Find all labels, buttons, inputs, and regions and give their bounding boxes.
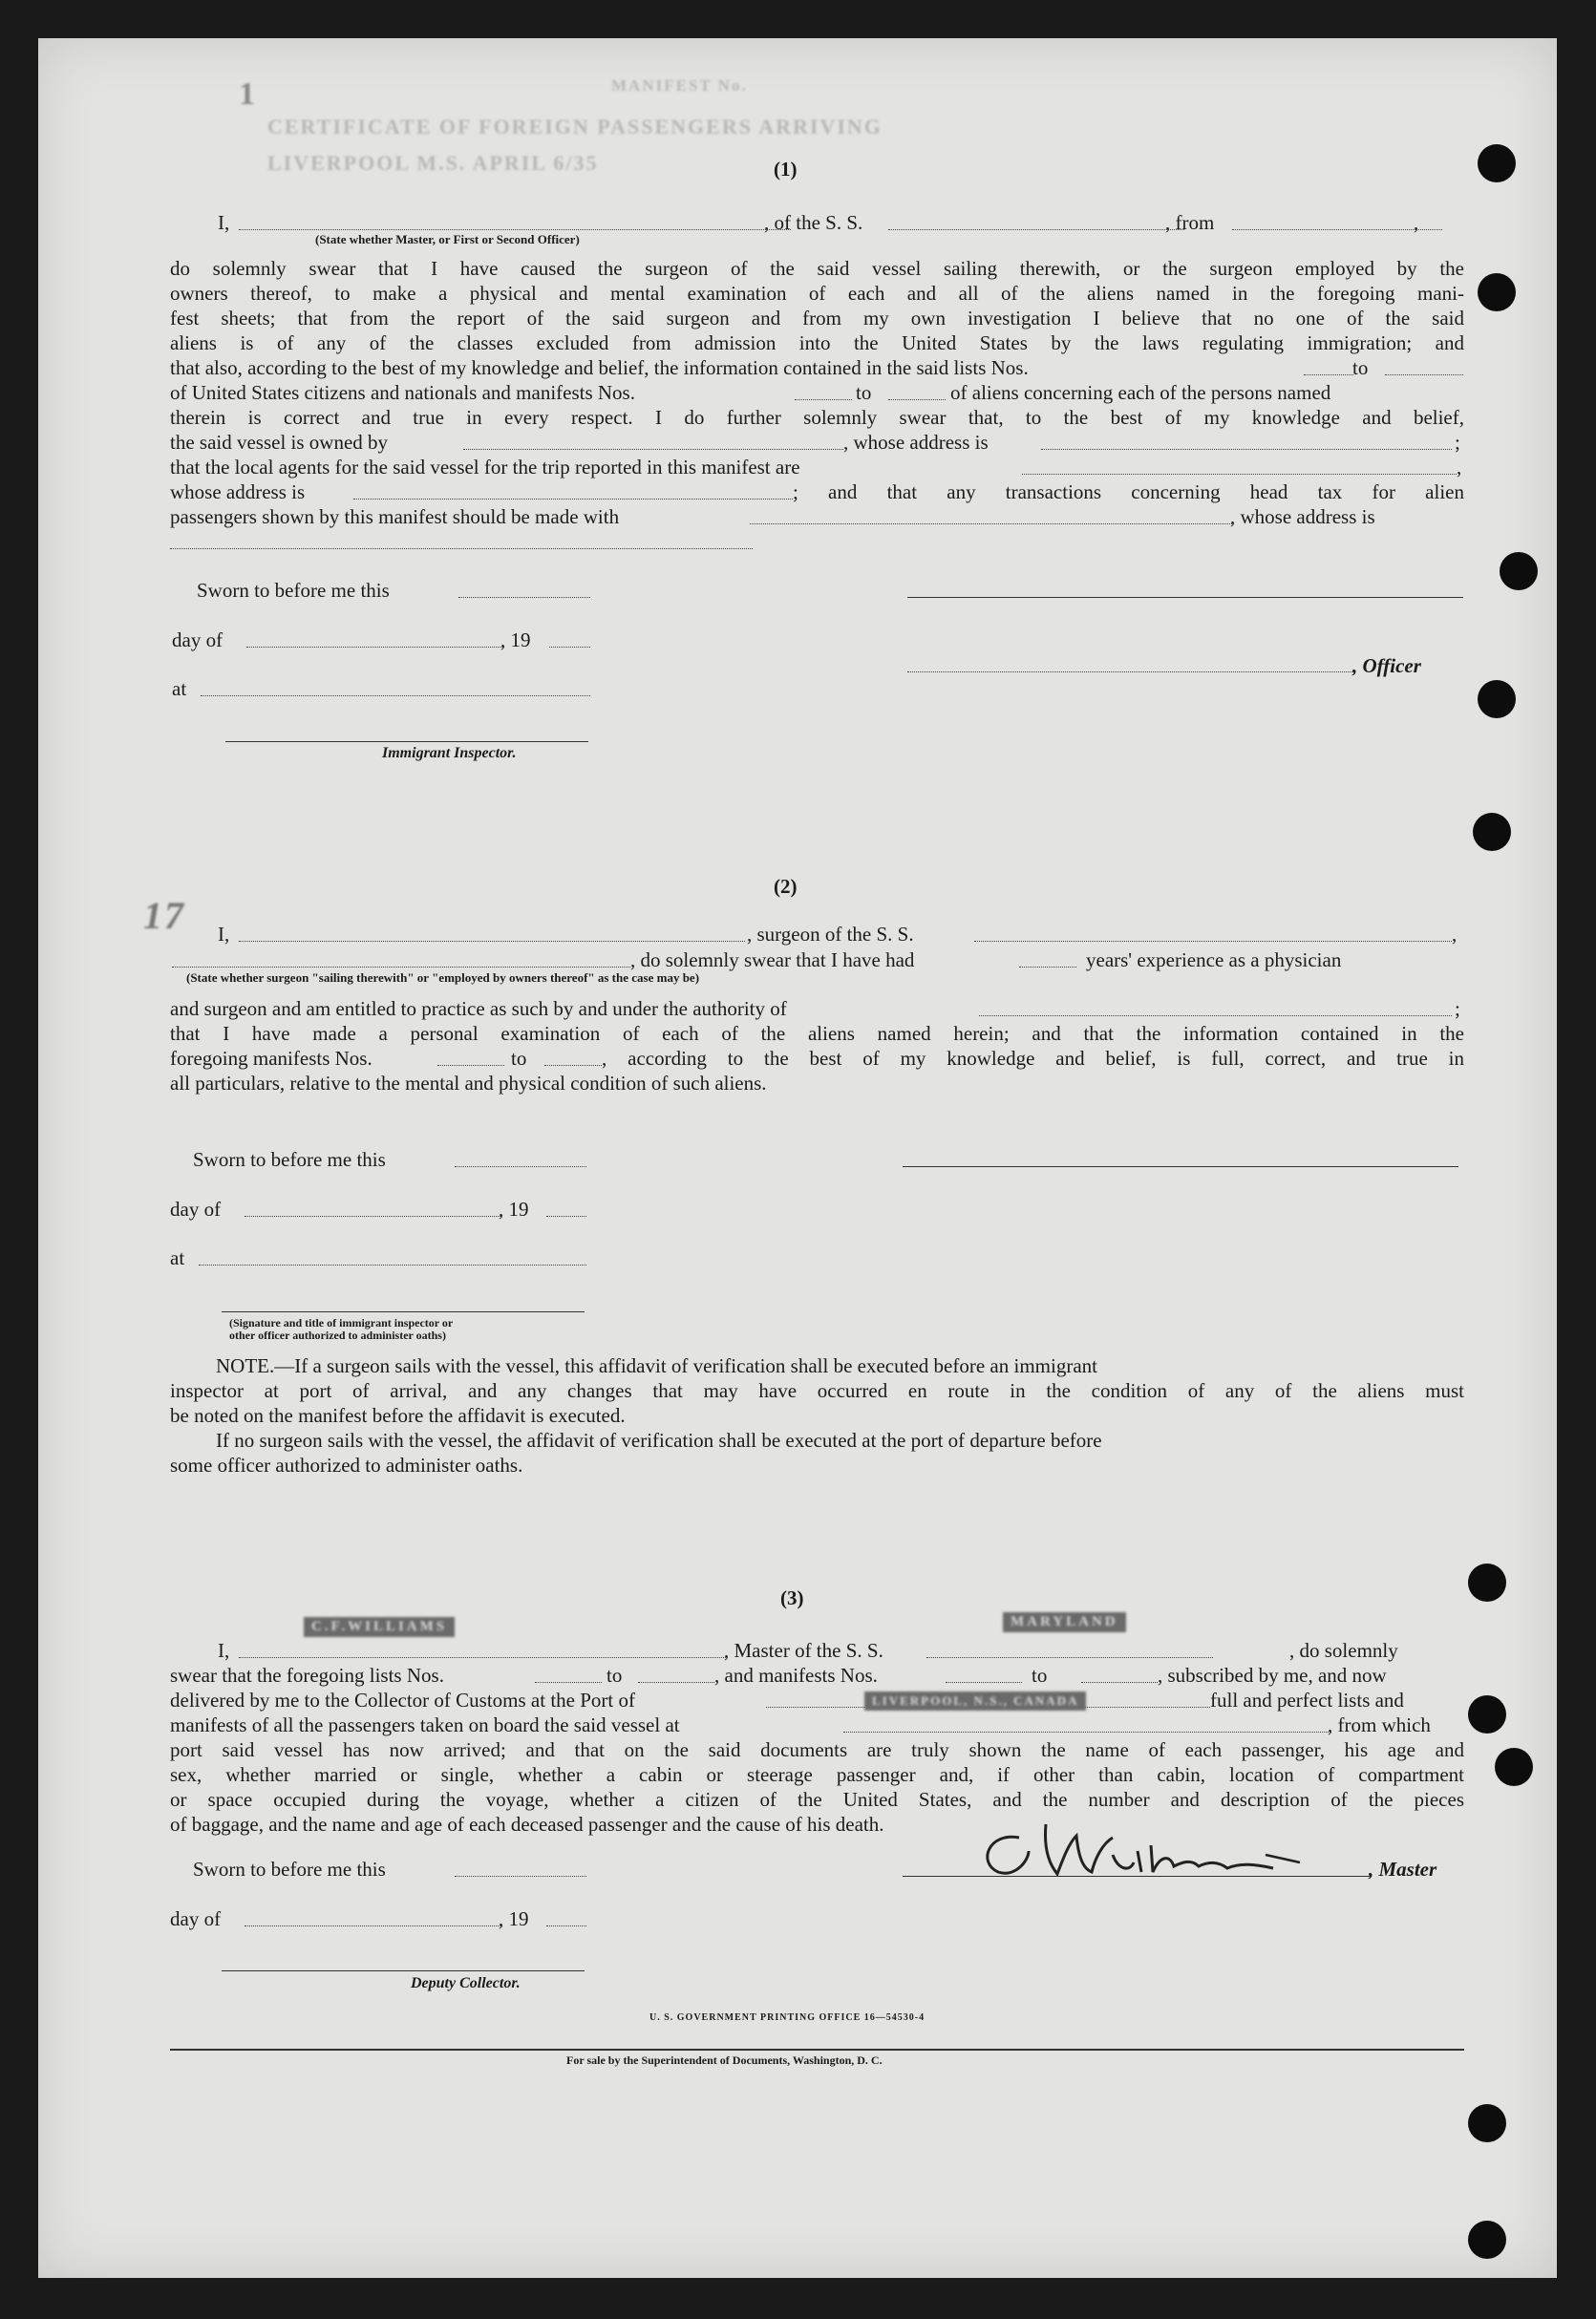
s3-space-line: or space occupied during the voyage, whether a citizen of the United States, and the number and description of the pieces [170, 1788, 1464, 1811]
s3-sworn-field[interactable] [455, 1876, 586, 1877]
s1-agents-field[interactable] [1022, 474, 1457, 475]
s1-passengers-address-field[interactable] [170, 548, 753, 549]
punch-hole [1468, 1695, 1506, 1734]
s2-according: , according to the best of my knowledge and belief, is full, correct, and true in [602, 1047, 1464, 1070]
punch-hole [1478, 144, 1516, 182]
s3-delivered: delivered by me to the Collector of Customs at the Port of [170, 1689, 635, 1712]
s3-master-of: , Master of the S. S. [724, 1639, 883, 1662]
s2-years-text: years' experience as a physician [1086, 948, 1342, 971]
bleed-line-2: CERTIFICATE OF FOREIGN PASSENGERS ARRIVING [267, 115, 883, 138]
s2-note-line-5: some officer authorized to administer oaths. [170, 1454, 523, 1477]
s1-year-field[interactable] [549, 647, 590, 648]
s1-day-field[interactable] [246, 647, 504, 648]
punch-hole [1468, 2104, 1506, 2142]
s2-foregoing: foregoing manifests Nos. [170, 1047, 372, 1070]
s3-sworn: Sworn to before me this [193, 1858, 386, 1881]
s3-master-name-stamp: C.F.WILLIAMS [304, 1617, 455, 1637]
s2-surgeon-name-field[interactable] [239, 941, 745, 942]
s1-inspector-label: Immigrant Inspector. [382, 745, 517, 761]
s2-inspector-line[interactable] [222, 1311, 585, 1312]
s1-lists-text: that also, according to the best of my knowledge and belief, the information contained in the said lists Nos. [170, 356, 1029, 379]
s3-from-which: , from which [1328, 1713, 1431, 1736]
s2-note-line-2: inspector at port of arrival, and any changes that may have occurred en route in the condition of any of the aliens must [170, 1379, 1464, 1402]
s3-master-name-field[interactable] [239, 1657, 726, 1658]
punch-hole [1478, 680, 1516, 718]
s3-manifests-to-field[interactable] [1081, 1682, 1158, 1683]
s2-note-text-1: —If a surgeon sails with the vessel, this affidavit of verification shall be executed before an immigrant [274, 1354, 1097, 1377]
s3-swear-lists: swear that the foregoing lists Nos. [170, 1664, 444, 1687]
s3-sex-line: sex, whether married or single, whether a cabin or steerage passenger and, if other than cabin, location of compartment [170, 1763, 1464, 1786]
s1-paragraph [170, 256, 1464, 355]
s1-officer-label: , Officer [1352, 654, 1421, 677]
s3-lists-from-field[interactable] [535, 1682, 602, 1683]
s1-lists-from-field[interactable] [1304, 374, 1353, 375]
s3-to-2: to [1032, 1664, 1048, 1687]
s2-note-line-1 [216, 1353, 1464, 1378]
footer-rule [170, 2049, 1464, 2051]
s1-agents-address-field[interactable] [353, 499, 793, 500]
s1-owner-address-label: , whose address is [843, 431, 989, 454]
s3-lists-to-field[interactable] [638, 1682, 714, 1683]
s1-sworn: Sworn to before me this [197, 579, 390, 602]
s1-owned-by: the said vessel is owned by [170, 431, 389, 454]
s1-correct-text: therein is correct and true in every respect. I do further solemnly swear that, to the best of my knowledge and belief, [170, 406, 1464, 429]
s2-manifest-from-field[interactable] [437, 1065, 504, 1066]
s2-year-field[interactable] [546, 1216, 586, 1217]
s2-year: , 19 [499, 1198, 529, 1221]
s2-sworn-field[interactable] [455, 1166, 586, 1167]
s3-boarding-port-field[interactable] [843, 1732, 1330, 1733]
s3-master-label: , Master [1369, 1858, 1437, 1881]
s1-manifest-from-field[interactable] [795, 399, 852, 400]
s2-semicolon: ; [1455, 997, 1460, 1020]
section-2-number: (2) [774, 875, 798, 898]
s1-para-line-2: owners thereof, to make a physical and mental examination of each and all of the aliens named in the foregoing mani- [170, 282, 1464, 305]
document-page [38, 38, 1557, 2278]
s3-day-field[interactable] [245, 1925, 502, 1926]
s3-year-field[interactable] [546, 1925, 586, 1926]
s1-passengers-address-label: , whose address is [1230, 505, 1375, 528]
s2-day-of: day of [170, 1198, 222, 1221]
s1-agents-text: that the local agents for the said vessel for the trip reported in this manifest are [170, 456, 800, 479]
s3-solemnly: , do solemnly [1289, 1639, 1398, 1662]
s3-and-manifests: , and manifests Nos. [714, 1664, 878, 1687]
s1-year: , 19 [500, 628, 531, 651]
s1-owner-field[interactable] [463, 449, 843, 450]
s1-lists-to: to [1352, 356, 1369, 379]
s2-sworn: Sworn to before me this [193, 1148, 386, 1171]
s1-of-ss: , of the S. S. [764, 211, 863, 234]
sale-notice: For sale by the Superintendent of Documents, Washington, D. C. [566, 2053, 883, 2067]
s1-officer-field[interactable] [239, 229, 791, 230]
s2-to: to [511, 1047, 527, 1070]
s1-head-tax-text: ; and that any transactions concerning head tax for alien [793, 480, 1464, 503]
bleed-line-1: MANIFEST No. [611, 76, 748, 95]
s1-manifest-to-field[interactable] [888, 399, 946, 400]
s2-manifest-to-field[interactable] [544, 1065, 602, 1066]
s3-subscribed: , subscribed by me, and now [1158, 1664, 1387, 1687]
s2-at-field[interactable] [199, 1265, 586, 1266]
s2-note: (State whether surgeon "sailing therewith" or "employed by owners thereof" as the case may be) [186, 970, 700, 985]
s1-citizens-to: to [856, 381, 872, 404]
s2-note-label: NOTE. [216, 1354, 275, 1377]
s2-at: at [170, 1246, 185, 1269]
s1-sworn-field[interactable] [458, 597, 590, 598]
s1-from-field[interactable] [1232, 229, 1442, 230]
s1-citizens-text: of United States citizens and nationals and manifests Nos. [170, 381, 635, 404]
s1-whose-address: whose address is [170, 480, 306, 503]
s3-year: , 19 [499, 1907, 529, 1930]
s1-officer-signature-field[interactable] [907, 671, 1354, 672]
s1-para-line-1: do solemnly swear that I have caused the surgeon of the said vessel sailing therewith, or the surgeon employed by the [170, 257, 1464, 280]
s1-at: at [172, 677, 187, 700]
s3-ship-stamp: MARYLAND [1003, 1612, 1126, 1632]
s2-end-comma: , [1452, 923, 1458, 946]
section-1-number: (1) [774, 158, 798, 181]
s1-head-tax-agent-field[interactable] [750, 523, 1232, 524]
s1-i: I, [218, 211, 230, 234]
s2-sailing-field[interactable] [172, 967, 630, 968]
s3-port-line: port said vessel has now arrived; and that on the said documents are truly shown the name of each passenger, his age and [170, 1738, 1464, 1761]
s3-to-1: to [606, 1664, 623, 1687]
s2-practice: and surgeon and am entitled to practice as such by and under the authority of [170, 997, 787, 1020]
s1-day-of: day of [172, 628, 223, 651]
punch-hole [1495, 1748, 1533, 1786]
s1-inspector-line[interactable] [225, 741, 588, 742]
s1-agents-comma: , [1457, 456, 1462, 479]
s2-i: I, [218, 923, 230, 946]
s2-years-field[interactable] [1019, 967, 1076, 968]
s3-i: I, [218, 1639, 230, 1662]
s1-end-comma: , [1414, 211, 1419, 234]
s2-signature-line[interactable] [903, 1166, 1458, 1167]
bleed-number: 1 [239, 76, 257, 112]
s1-citizens-text-2: of aliens concerning each of the persons named [950, 381, 1331, 404]
s2-sig-note-2: other officer authorized to administer oaths) [229, 1329, 446, 1342]
s3-baggage-line: of baggage, and the name and age of each deceased passenger and the cause of his death. [170, 1813, 884, 1836]
s2-note-line-4: If no surgeon sails with the vessel, the affidavit of verification shall be executed at the port of departure before [216, 1429, 1102, 1452]
s1-officer-note: (State whether Master, or First or Second Officer) [315, 232, 580, 246]
punch-hole [1500, 552, 1538, 590]
s3-port-stamp: LIVERPOOL, N.S., CANADA [864, 1691, 1086, 1711]
s3-manifests: manifests of all the passengers taken on board the said vessel at [170, 1713, 680, 1736]
s1-ship-field[interactable] [888, 229, 1184, 230]
s2-swear: , do solemnly swear that I have had [630, 948, 915, 971]
s2-note-line-3: be noted on the manifest before the affidavit is executed. [170, 1404, 626, 1427]
s2-authority-field[interactable] [979, 1015, 1452, 1016]
gpo-imprint: U. S. GOVERNMENT PRINTING OFFICE 16—54530-4 [649, 2012, 926, 2023]
s3-master-signature-line[interactable] [903, 1876, 1371, 1877]
s2-sig-note-1: (Signature and title of immigrant inspector or [229, 1316, 454, 1330]
s3-manifests-from-field[interactable] [946, 1682, 1022, 1683]
s3-day-of: day of [170, 1907, 222, 1930]
s3-deputy-line[interactable] [222, 1970, 585, 1971]
s2-ship-field[interactable] [974, 941, 1452, 942]
s1-at-field[interactable] [201, 695, 590, 696]
s2-exam-text: that I have made a personal examination of each of the aliens named herein; and that the information contained in the [170, 1022, 1464, 1045]
punch-hole [1478, 273, 1516, 311]
s1-owner-address-field[interactable] [1041, 449, 1452, 450]
s1-signature-line[interactable] [907, 597, 1463, 598]
s1-lists-to-field[interactable] [1385, 374, 1463, 375]
punch-hole [1473, 813, 1511, 851]
s1-para-line-4: aliens is of any of the classes excluded from admission into the United States by the laws regulating immigration; and [170, 331, 1464, 354]
s3-ship-field[interactable] [926, 1657, 1213, 1658]
s3-deputy-label: Deputy Collector. [411, 1975, 521, 1991]
s1-semicolon: ; [1455, 431, 1460, 454]
s2-day-field[interactable] [245, 1216, 502, 1217]
s1-para-line-3: fest sheets; that from the report of the said surgeon and from my own investigation I believe that no one of the said [170, 307, 1464, 330]
section-3-number: (3) [780, 1586, 804, 1609]
punch-hole [1468, 1564, 1506, 1602]
s1-from: , from [1165, 211, 1215, 234]
s1-passengers-text: passengers shown by this manifest should be made with [170, 505, 620, 528]
handwritten-margin-mark: 17 [143, 894, 185, 937]
bleed-line-3: LIVERPOOL M.S. APRIL 6/35 [267, 151, 599, 175]
s2-surgeon-of: , surgeon of the S. S. [747, 923, 914, 946]
s2-particulars: all particulars, relative to the mental and physical condition of such aliens. [170, 1072, 767, 1095]
punch-hole [1468, 2221, 1506, 2259]
s3-full: full and perfect lists and [1210, 1689, 1404, 1712]
